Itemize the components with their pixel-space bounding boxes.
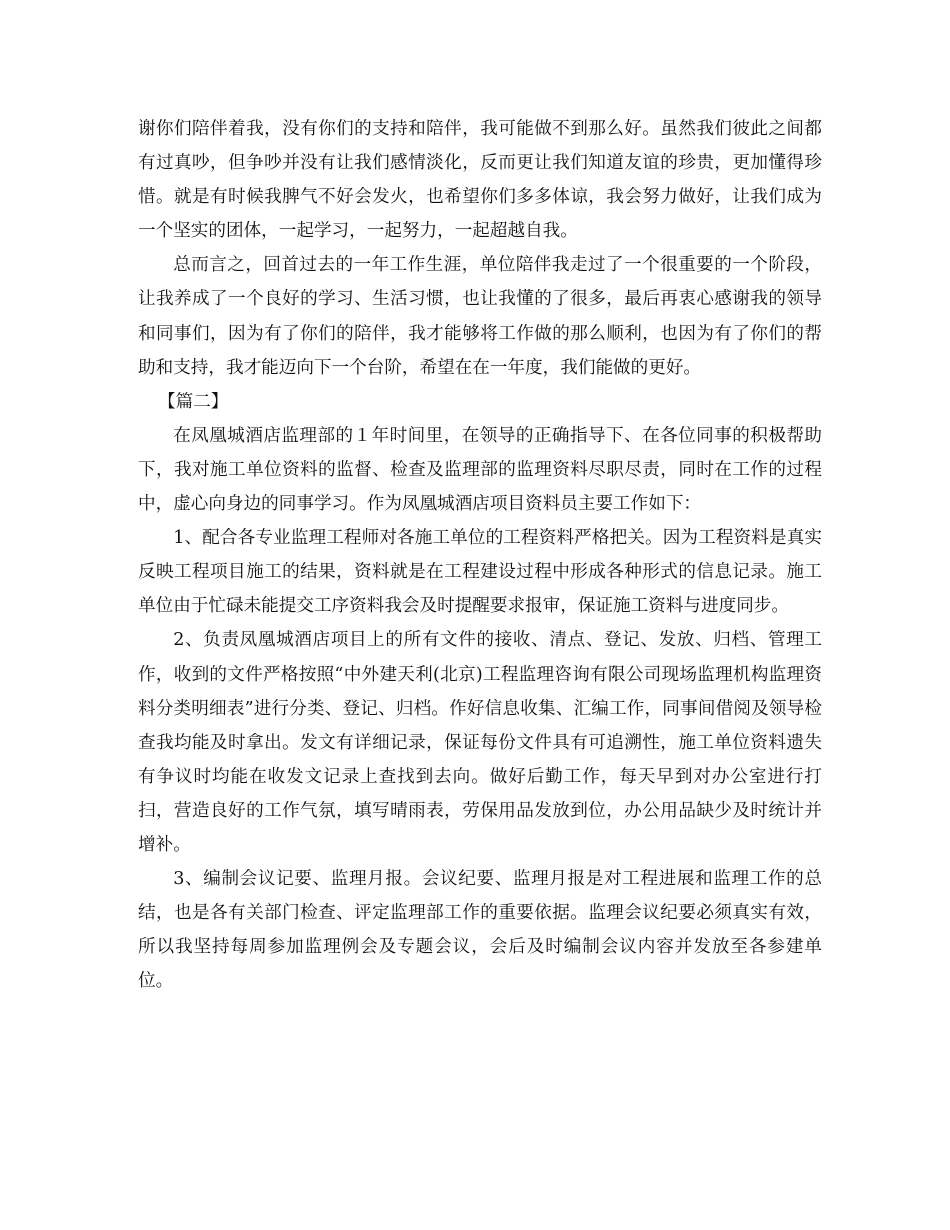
- document-page: [138, 112, 822, 998]
- section-heading: 【篇二】: [158, 391, 229, 412]
- paragraph-summary: 总而言之，回首过去的一年工作生涯，单位陪伴我走过了一个很重要的一个阶段，让我养成了一个良好的学习、生活习惯，也让我懂的了很多，最后再衷心感谢我的领导和同事们，因为有了你们的陪伴，我才能够将工作做的那么顺利，也因为有了你们的帮助和支持，我才能迈向下一个台阶，希望在在一年度，我们能做的更好。: [138, 255, 822, 378]
- paragraph-item-3: 3、编制会议记要、监理月报。会议纪要、监理月报是对工程进展和监理工作的总结，也是各有关部门检查、评定监理部工作的重要依据。监理会议纪要必须真实有效，所以我坚持每周参加监理例会及专题会议，会后及时编制会议内容并发放至各参建单位。: [138, 869, 822, 992]
- paragraph-continued: 谢你们陪伴着我，没有你们的支持和陪伴，我可能做不到那么好。虽然我们彼此之间都有过真吵，但争吵并没有让我们感情淡化，反而更让我们知道友谊的珍贵，更加懂得珍惜。就是有时候我脾气不好会发火，也希望你们多多体谅，我会努力做好，让我们成为一个坚实的团体，一起学习，一起努力，一起超越自我。: [138, 119, 822, 242]
- paragraph-item-1: 1、配合各专业监理工程师对各施工单位的工程资料严格把关。因为工程资料是真实反映工程项目施工的结果，资料就是在工程建设过程中形成各种形式的信息记录。施工单位由于忙碌未能提交工序资料我会及时提醒要求报审，保证施工资料与进度同步。: [138, 528, 822, 617]
- paragraph-item-2: 2、负责凤凰城酒店项目上的所有文件的接收、清点、登记、发放、归档、管理工作，收到的文件严格按照“中外建天利(北京)工程监理咨询有限公司现场监理机构监理资料分类明细表”进行分类、登记、归档。作好信息收集、汇编工作，同事间借阅及领导检查我均能及时拿出。发文有详细记录，保证每份文件具有可追溯性，施工单位资料遗失有争议时均能在收发文记录上查找到去向。做好后勤工作，每天早到对办公室进行打扫，营造良好的工作气氛，填写晴雨表，劳保用品发放到位，办公用品缺少及时统计并增补。: [138, 630, 822, 855]
- paragraph-intro: 在凤凰城酒店监理部的１年时间里，在领导的正确指导下、在各位同事的积极帮助下，我对施工单位资料的监督、检查及监理部的监理资料尽职尽责，同时在工作的过程中，虚心向身边的同事学习。作为凤凰城酒店项目资料员主要工作如下：: [138, 425, 822, 515]
